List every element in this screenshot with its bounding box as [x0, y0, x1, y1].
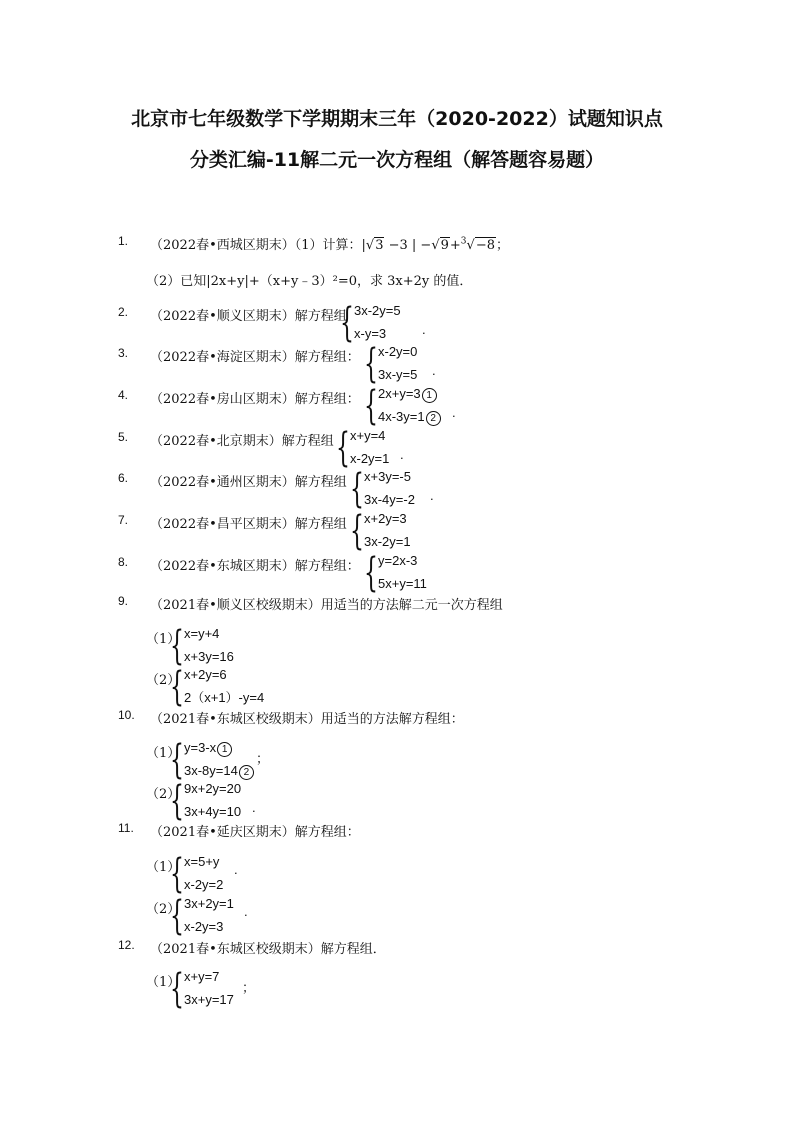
question-number: 11. — [118, 821, 134, 835]
brace-icon: { — [170, 737, 184, 783]
punctuation: ； — [242, 980, 256, 995]
circled-2-icon: 2 — [239, 765, 254, 780]
punctuation: . — [244, 904, 248, 919]
question-text: （2）已知|2x+y|+（x+y﹣3）²=0，求 3x+2y 的值． — [146, 274, 473, 289]
equation: x-2y=1 — [350, 451, 390, 466]
equation: x+y=7 — [184, 969, 220, 984]
equation: 3x-2y=1 — [364, 534, 411, 549]
part-label: （2） — [146, 902, 181, 917]
equation: 3x-4y=-2 — [364, 492, 415, 507]
equation: y=2x-3 — [378, 553, 418, 568]
question-text: （2021春•延庆区期末）解方程组： — [150, 825, 360, 840]
equation: x+3y=-5 — [364, 469, 411, 484]
circled-1-icon: 1 — [422, 388, 437, 403]
equation: x-2y=0 — [378, 344, 418, 359]
question-number: 1. — [118, 234, 129, 248]
equation: 3x-2y=5 — [354, 303, 401, 318]
punctuation: . — [252, 800, 256, 815]
part-label: （2） — [146, 673, 181, 688]
brace-icon: { — [364, 550, 378, 596]
question-number: 10. — [118, 708, 135, 722]
question-number: 6. — [118, 471, 129, 485]
punctuation: . — [422, 322, 426, 337]
question-number: 3. — [118, 346, 129, 360]
equation: x=y+4 — [184, 626, 220, 641]
equation: y=3-x 1 — [184, 740, 232, 757]
equation: x+2y=6 — [184, 667, 227, 682]
punctuation: . — [432, 363, 436, 378]
equation: 2（x+1）-y=4 — [184, 690, 265, 705]
brace-icon: { — [340, 300, 354, 346]
circled-1-icon: 1 — [217, 742, 232, 757]
equation: x-y=3 — [354, 326, 387, 341]
question-number: 4. — [118, 388, 129, 402]
question-text: （2022春•海淀区期末）解方程组： — [150, 350, 360, 365]
question-number: 9. — [118, 594, 129, 608]
punctuation: . — [234, 862, 238, 877]
equation: x+y=4 — [350, 428, 386, 443]
equation: x-2y=2 — [184, 877, 224, 892]
equation: 3x+y=17 — [184, 992, 234, 1007]
punctuation: . — [400, 447, 404, 462]
part-label: （1） — [146, 860, 181, 875]
question-text: （2022春•顺义区期末）解方程组 — [150, 309, 347, 324]
brace-icon: { — [170, 664, 184, 710]
question-text: （2021春•东城区校级期末）解方程组． — [150, 942, 386, 957]
punctuation: . — [430, 488, 434, 503]
equation: x=5+y — [184, 854, 220, 869]
brace-icon: { — [170, 893, 184, 939]
brace-icon: { — [170, 778, 184, 824]
punctuation: . — [452, 405, 456, 420]
question-number: 8. — [118, 555, 129, 569]
document-title-line2: 分类汇编-11解二元一次方程组（解答题容易题） — [189, 149, 605, 171]
equation: x+2y=3 — [364, 511, 407, 526]
part-label: （1） — [146, 632, 181, 647]
equation: x-2y=3 — [184, 919, 224, 934]
question-number: 5. — [118, 430, 129, 444]
question-text: （2022春•西城区期末）（1）计算：|√3 −3 | −√9+$^3$√−8； — [150, 236, 510, 253]
equation: 3x-8y=14 2 — [184, 763, 254, 780]
equation: 3x+4y=10 — [184, 804, 242, 819]
equation: 5x+y=11 — [378, 576, 427, 591]
question-text: （2022春•房山区期末）解方程组： — [150, 392, 360, 407]
question-number: 7. — [118, 513, 129, 527]
question-text: （2021春•顺义区校级期末）用适当的方法解二元一次方程组 — [150, 598, 503, 613]
equation: 2x+y=3 1 — [378, 386, 437, 403]
equation: x+3y=16 — [184, 649, 234, 664]
punctuation: ； — [256, 751, 270, 766]
equation: 3x-y=5 — [378, 367, 418, 382]
question-text: （2022春•昌平区期末）解方程组 — [150, 517, 347, 532]
equation: 9x+2y=20 — [184, 781, 242, 796]
brace-icon: { — [170, 623, 184, 669]
equation: 4x-3y=1 2 — [378, 409, 441, 426]
part-label: （1） — [146, 975, 181, 990]
question-text: （2022春•通州区期末）解方程组 — [150, 475, 347, 490]
document-title-line1: 北京市七年级数学下学期期末三年（2020-2022）试题知识点 — [131, 108, 663, 130]
equation: 3x+2y=1 — [184, 896, 234, 911]
brace-icon: { — [364, 341, 378, 387]
part-label: （1） — [146, 746, 181, 761]
brace-icon: { — [350, 466, 364, 512]
brace-icon: { — [170, 851, 184, 897]
question-text: （2021春•东城区校级期末）用适当的方法解方程组： — [150, 712, 464, 727]
brace-icon: { — [170, 966, 184, 1012]
question-text: （2022春•北京期末）解方程组 — [150, 434, 334, 449]
brace-icon: { — [350, 508, 364, 554]
part-label: （2） — [146, 787, 181, 802]
question-number: 12. — [118, 938, 135, 952]
question-text: （2022春•东城区期末）解方程组： — [150, 559, 360, 574]
circled-2-icon: 2 — [426, 411, 441, 426]
brace-icon: { — [364, 383, 378, 429]
brace-icon: { — [336, 425, 350, 471]
question-number: 2. — [118, 305, 129, 319]
